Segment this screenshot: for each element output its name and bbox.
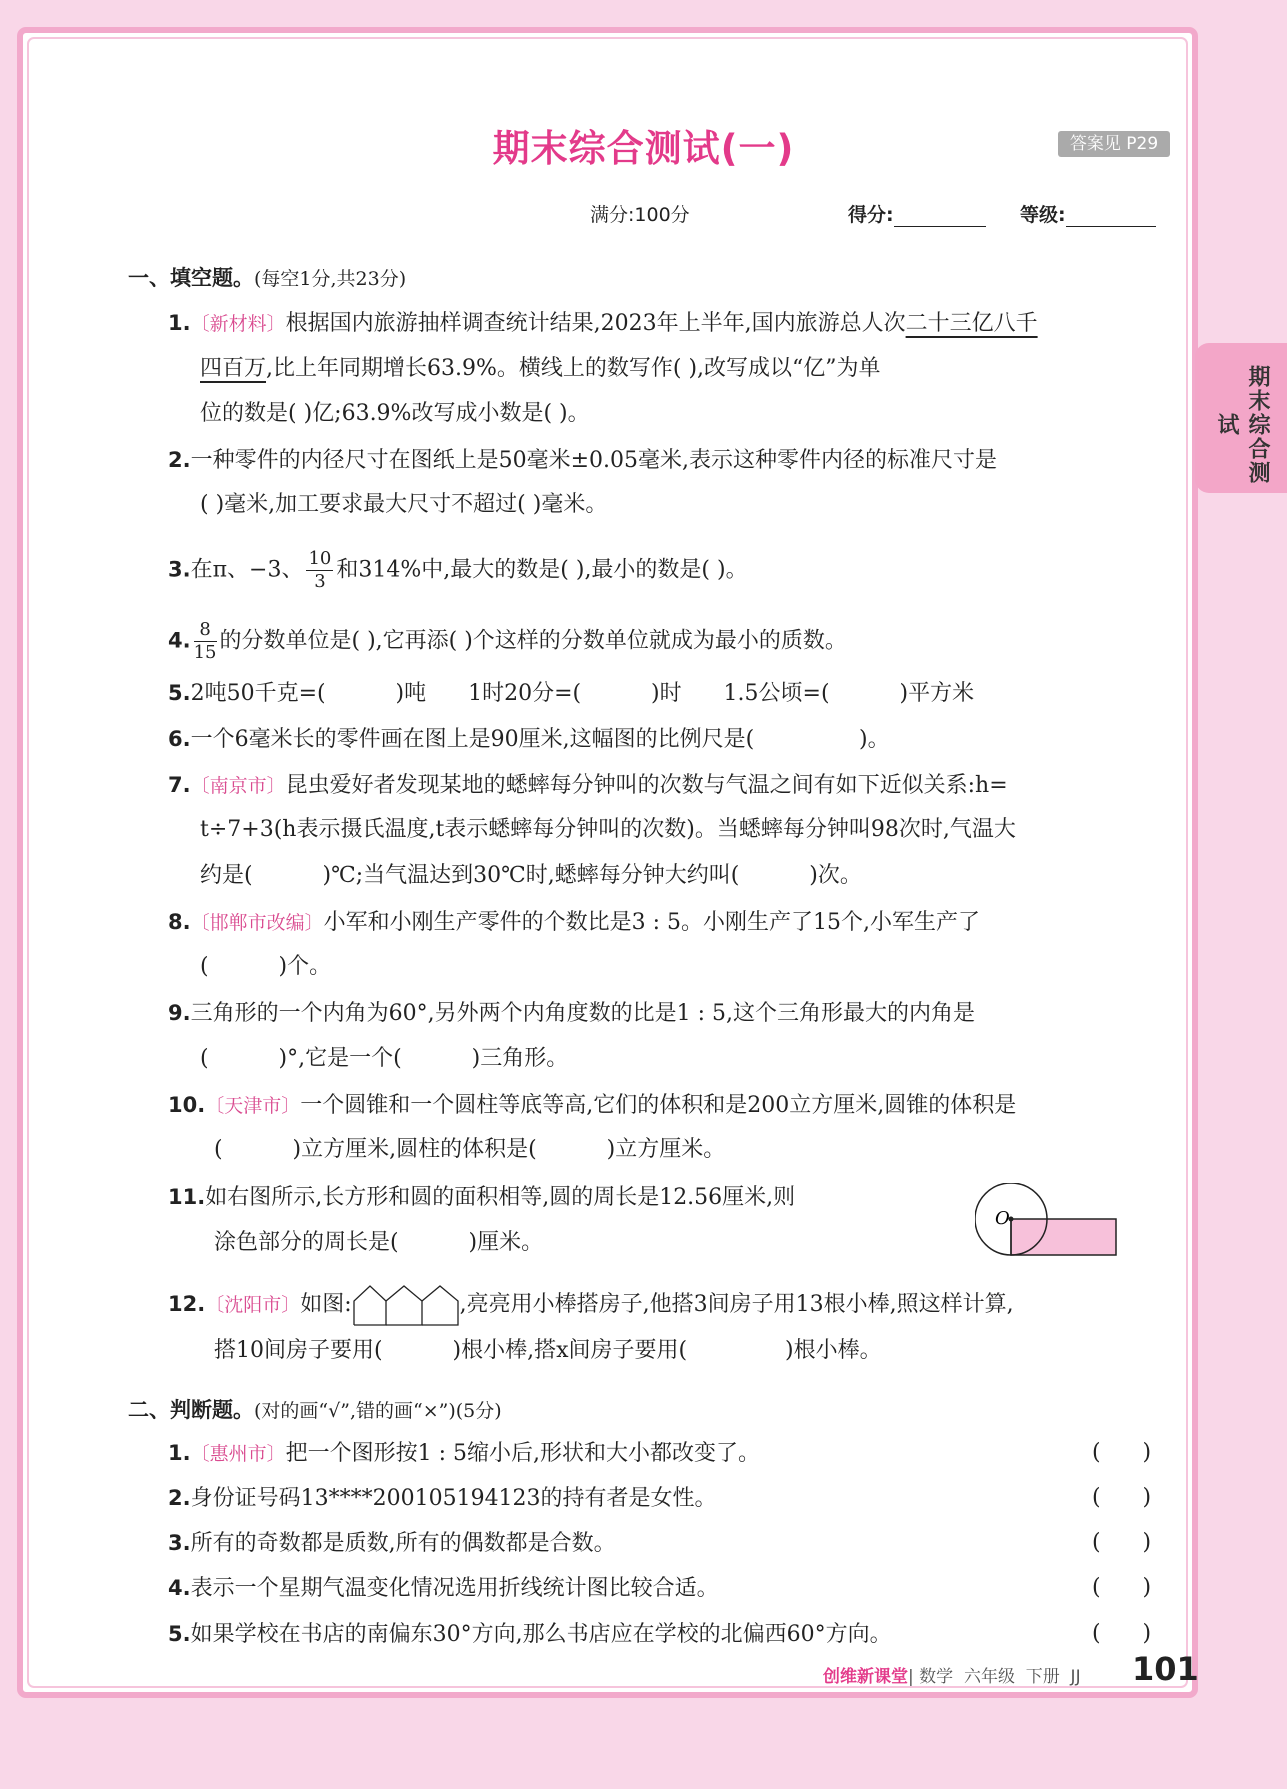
q1-text: ,比上年同期增长63.9%。横线上的数写作( ),改写成以“亿”为单 <box>266 356 881 381</box>
q12-line-2: 搭10间房子要用( )根小棒,搭x间房子要用( )根小棒。 <box>214 1338 882 1363</box>
q7-text: 昆虫爱好者发现某地的蟋蟀每分钟叫的次数与气温之间有如下近似关系:h= <box>285 773 1008 798</box>
answer-paren[interactable]: ( ) <box>1092 1575 1152 1600</box>
q6-line <box>168 724 890 755</box>
q1-line-1 <box>168 308 1038 339</box>
section-fill-in-heading <box>128 262 406 292</box>
grade-blank[interactable] <box>1066 206 1156 227</box>
score-blank[interactable] <box>894 206 986 227</box>
q10-line-2: ( )立方厘米,圆柱的体积是( )立方厘米。 <box>214 1137 726 1162</box>
question-number: 1. <box>168 311 191 335</box>
source-tag: 〔惠州市〕 <box>190 1443 286 1465</box>
question-number: 3. <box>168 557 191 582</box>
answer-paren[interactable]: ( ) <box>1092 1485 1152 1510</box>
underlined-number: 二十三亿八千 <box>905 311 1038 336</box>
question-number: 12. <box>168 1292 206 1316</box>
tf-item-5 <box>168 1619 892 1650</box>
tf-item-1 <box>168 1438 760 1469</box>
grade-label: 等级: <box>1020 204 1066 226</box>
underlined-number: 四百万 <box>200 356 267 381</box>
q3-text: 和314%中,最大的数是( ),最小的数是( )。 <box>336 557 748 583</box>
tf-item-3 <box>168 1528 616 1559</box>
q9-line-1 <box>168 998 975 1029</box>
q10-line-1 <box>168 1090 1016 1121</box>
question-number: 11. <box>168 1185 206 1209</box>
question-number: 4. <box>168 628 191 653</box>
page-title: 期末综合测试(一) <box>492 127 795 170</box>
q10-text: 一个圆锥和一个圆柱等底等高,它们的体积和是200立方厘米,圆锥的体积是 <box>300 1093 1017 1118</box>
section-note: (对的画“√”,错的画“×”)(5分) <box>254 1400 502 1422</box>
question-number: 3. <box>168 1531 191 1555</box>
question-number: 5. <box>168 1622 191 1646</box>
source-tag: 〔新材料〕 <box>190 313 286 335</box>
tf-text: 所有的奇数都是质数,所有的偶数都是合数。 <box>190 1531 616 1556</box>
source-tag: 〔天津市〕 <box>205 1095 301 1117</box>
tf-text: 表示一个星期气温变化情况选用折线统计图比较合适。 <box>190 1576 719 1601</box>
q11-text: 如右图所示,长方形和圆的面积相等,圆的周长是12.56厘米,则 <box>205 1185 796 1210</box>
answer-paren[interactable]: ( ) <box>1092 1440 1152 1465</box>
question-number: 9. <box>168 1001 191 1025</box>
houses-figure <box>352 1283 460 1327</box>
q3-text: 在π、−3、 <box>190 557 304 583</box>
q5-line <box>168 678 974 709</box>
source-tag: 〔南京市〕 <box>190 775 286 797</box>
q8-line-2: ( )个。 <box>200 954 332 979</box>
q7-line-2: t÷7+3(h表示摄氏温度,t表示蟋蟀每分钟叫的次数)。当蟋蟀每分钟叫98次时,气温大 <box>200 817 1016 842</box>
q8-text: 小军和小刚生产零件的个数比是3 : 5。小刚生产了15个,小军生产了 <box>323 910 980 935</box>
q1-text: 根据国内旅游抽样调查统计结果,2023年上半年,国内旅游总人次 <box>285 311 906 336</box>
q12-text: 如图: <box>300 1292 352 1317</box>
q2-line-2: ( )毫米,加工要求最大尺寸不超过( )毫米。 <box>200 492 608 517</box>
score-label: 得分: <box>848 204 894 226</box>
q5-text: 2吨50千克=( )吨 1时20分=( )时 1.5公顷=( )平方米 <box>190 681 975 706</box>
q4-text: 的分数单位是( ),它再添( )个这样的分数单位就成为最小的质数。 <box>219 628 847 654</box>
tf-item-4 <box>168 1573 719 1604</box>
q7-line-1 <box>168 770 1008 801</box>
answer-reference-badge: 答案见 P29 <box>1058 131 1170 157</box>
question-number: 6. <box>168 727 191 751</box>
question-number: 8. <box>168 910 191 934</box>
q9-text: 三角形的一个内角为60°,另外两个内角度数的比是1 : 5,这个三角形最大的内角是 <box>190 1001 975 1026</box>
fraction: $\frac{8}{15}$ <box>193 619 217 663</box>
tf-text: 身份证号码13****200105194123的持有者是女性。 <box>190 1486 717 1511</box>
page-number: 101 <box>1132 1650 1199 1688</box>
question-number: 2. <box>168 1486 191 1510</box>
q12-text: ,亮亮用小棒搭房子,他搭3间房子用13根小棒,照这样计算, <box>459 1292 1014 1317</box>
section-title: 一、填空题。 <box>128 266 254 290</box>
tf-text: 如果学校在书店的南偏东30°方向,那么书店应在学校的北偏西60°方向。 <box>190 1622 892 1647</box>
section-note: (每空1分,共23分) <box>254 268 407 290</box>
grade-field <box>1020 200 1156 227</box>
q6-text: 一个6毫米长的零件画在图上是90厘米,这幅图的比例尺是( )。 <box>190 727 890 752</box>
source-tag: 〔邯郸市改编〕 <box>190 912 324 934</box>
q3-line <box>168 548 748 593</box>
section-title: 二、判断题。 <box>128 1398 254 1422</box>
q2-text: 一种零件的内径尺寸在图纸上是50毫米±0.05毫米,表示这种零件内径的标准尺寸是 <box>190 448 998 473</box>
q9-line-2: ( )°,它是一个( )三角形。 <box>200 1046 569 1071</box>
center-label: O <box>995 1208 1010 1229</box>
q2-line-1 <box>168 445 997 476</box>
q1-line-3: 位的数是( )亿;63.9%改写成小数是( )。 <box>200 401 590 426</box>
tf-text: 把一个图形按1 : 5缩小后,形状和大小都改变了。 <box>285 1441 760 1466</box>
score-field <box>848 200 986 227</box>
section-true-false-heading <box>128 1394 502 1424</box>
footer-info <box>823 1662 1081 1687</box>
source-tag: 〔沈阳市〕 <box>205 1294 301 1316</box>
question-number: 2. <box>168 448 191 472</box>
fraction: $\frac{10}{3}$ <box>308 548 332 592</box>
tf-item-2 <box>168 1483 717 1514</box>
book-meta: | 数学 六年级 下册 JJ <box>908 1667 1081 1687</box>
question-number: 5. <box>168 681 191 705</box>
q12-line-1 <box>168 1283 1014 1327</box>
q1-line-2 <box>200 354 881 384</box>
answer-paren[interactable]: ( ) <box>1092 1621 1152 1646</box>
side-tab <box>1195 343 1287 493</box>
q4-line <box>168 619 847 664</box>
side-tab-label: 期末综合测试 <box>1214 365 1270 485</box>
q11-line-2: 涂色部分的周长是( )厘米。 <box>214 1230 544 1255</box>
question-number: 10. <box>168 1093 206 1117</box>
circle-rectangle-figure <box>975 1183 1130 1263</box>
question-number: 7. <box>168 773 191 797</box>
answer-paren[interactable]: ( ) <box>1092 1530 1152 1555</box>
question-number: 1. <box>168 1441 191 1465</box>
q11-line-1 <box>168 1182 795 1213</box>
full-score: 满分:100分 <box>590 204 690 226</box>
q8-line-1 <box>168 907 980 938</box>
brand-name: 创维新课堂 <box>823 1667 908 1687</box>
q7-line-3: 约是( )℃;当气温达到30℃时,蟋蟀每分钟大约叫( )次。 <box>200 863 862 888</box>
question-number: 4. <box>168 1576 191 1600</box>
